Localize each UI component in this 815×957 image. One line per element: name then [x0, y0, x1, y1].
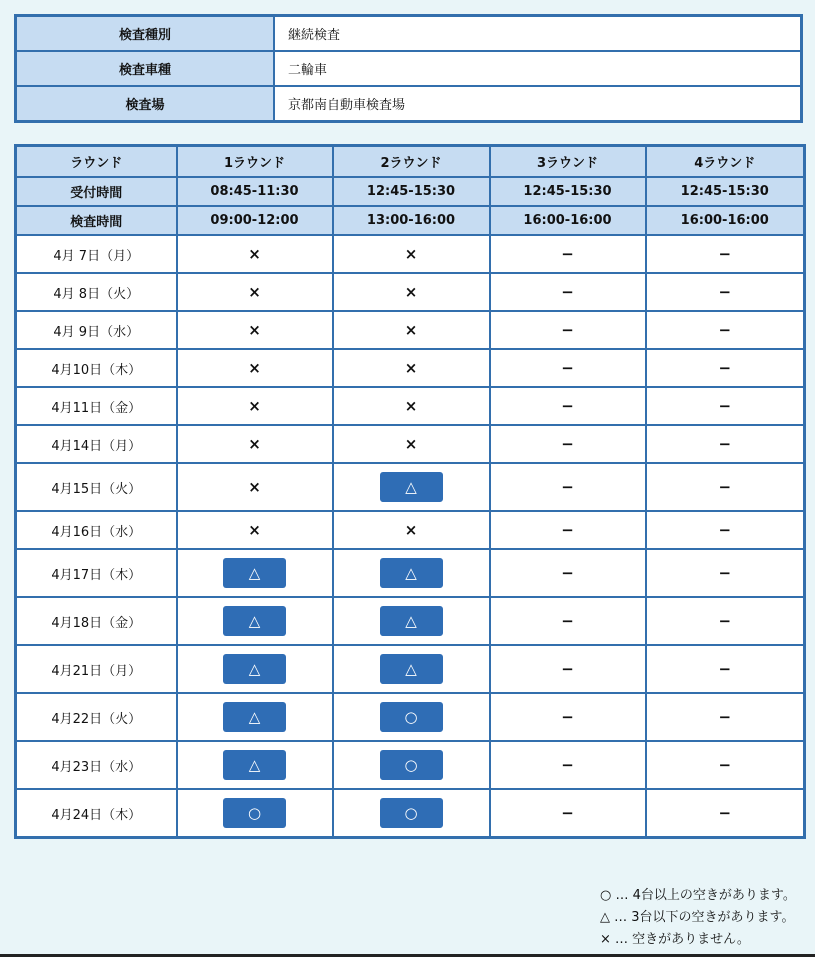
info-value: 京都南自動車検査場: [274, 86, 802, 122]
schedule-row: [16, 387, 805, 425]
slot-cell: [646, 387, 805, 425]
reception-time-cell: 12:45-15:30: [646, 177, 805, 206]
full-mark: ×: [248, 397, 261, 415]
slot-cell: [333, 273, 490, 311]
slot-cell: [333, 511, 490, 549]
schedule-row: [16, 597, 805, 645]
slot-cell: [646, 789, 805, 838]
date-cell: 4月10日（木）: [16, 349, 177, 387]
slot-cell: [177, 349, 333, 387]
legend-triangle: △ … 3台以下の空きがあります。: [600, 910, 795, 925]
no-session-mark: −: [718, 804, 732, 822]
info-value: 二輪車: [274, 51, 802, 86]
slot-cell: [490, 387, 646, 425]
available-few-button[interactable]: △: [380, 472, 443, 502]
info-label: 検査車種: [16, 51, 275, 86]
slot-cell: [490, 549, 646, 597]
date-cell: 4月 8日（火）: [16, 273, 177, 311]
no-session-mark: −: [561, 612, 574, 630]
no-session-mark: −: [561, 283, 574, 301]
full-mark: ×: [404, 521, 418, 539]
slot-cell: [177, 387, 333, 425]
round-header-cell: 4ラウンド: [646, 146, 805, 178]
schedule-row: [16, 425, 805, 463]
available-many-button[interactable]: ○: [380, 702, 443, 732]
no-session-mark: −: [718, 564, 732, 582]
full-mark: ×: [248, 435, 261, 453]
no-session-mark: −: [561, 435, 574, 453]
info-row: [16, 51, 802, 86]
schedule-row: [16, 463, 805, 511]
full-mark: ×: [248, 521, 261, 539]
slot-cell: [177, 549, 333, 597]
slot-cell: [177, 311, 333, 349]
reception-time-cell: 08:45-11:30: [177, 177, 333, 206]
date-cell: 4月14日（月）: [16, 425, 177, 463]
no-session-mark: −: [561, 245, 574, 263]
slot-cell: [646, 235, 805, 273]
schedule-row: [16, 693, 805, 741]
slot-cell: [333, 549, 490, 597]
slot-cell: [333, 387, 490, 425]
available-few-button[interactable]: △: [380, 654, 443, 684]
schedule-row: [16, 511, 805, 549]
slot-cell: [333, 741, 490, 789]
reception-row: [16, 177, 805, 206]
round-header-cell: 3ラウンド: [490, 146, 646, 178]
slot-cell: [490, 463, 646, 511]
slot-cell: [646, 273, 805, 311]
slot-cell: [490, 789, 646, 838]
date-cell: 4月 7日（月）: [16, 235, 177, 273]
full-mark: ×: [404, 359, 418, 377]
slot-cell: [177, 645, 333, 693]
available-many-button[interactable]: ○: [380, 798, 443, 828]
header-row: [16, 146, 805, 178]
slot-cell: [646, 349, 805, 387]
full-mark: ×: [248, 478, 261, 496]
slot-cell: [177, 511, 333, 549]
available-few-button[interactable]: △: [223, 750, 286, 780]
slot-cell: [333, 311, 490, 349]
full-mark: ×: [248, 245, 261, 263]
info-value: 継続検査: [274, 16, 802, 52]
schedule-row: [16, 741, 805, 789]
no-session-mark: −: [561, 397, 574, 415]
slot-cell: [646, 645, 805, 693]
slot-cell: [333, 693, 490, 741]
slot-cell: [490, 235, 646, 273]
available-few-button[interactable]: △: [223, 606, 286, 636]
slot-cell: [490, 349, 646, 387]
slot-cell: [490, 645, 646, 693]
schedule-row: [16, 645, 805, 693]
schedule-row: [16, 549, 805, 597]
slot-cell: [333, 789, 490, 838]
available-few-button[interactable]: △: [223, 558, 286, 588]
no-session-mark: −: [718, 245, 732, 263]
no-session-mark: −: [718, 708, 732, 726]
full-mark: ×: [248, 321, 261, 339]
full-mark: ×: [404, 397, 418, 415]
slot-cell: [646, 741, 805, 789]
no-session-mark: −: [561, 564, 574, 582]
slot-cell: [490, 311, 646, 349]
legend-circle: ○ … 4台以上の空きがあります。: [600, 888, 796, 903]
available-few-button[interactable]: △: [223, 654, 286, 684]
available-few-button[interactable]: △: [380, 558, 443, 588]
slot-cell: [333, 463, 490, 511]
availability-legend: [600, 885, 796, 951]
available-few-button[interactable]: △: [380, 606, 443, 636]
slot-cell: [646, 311, 805, 349]
info-label: 検査種別: [16, 16, 275, 52]
legend-cross: × … 空きがありません。: [600, 932, 750, 947]
slot-cell: [333, 645, 490, 693]
inspection-time-cell: 16:00-16:00: [490, 206, 646, 235]
full-mark: ×: [248, 359, 261, 377]
schedule-row: [16, 235, 805, 273]
slot-cell: [646, 693, 805, 741]
round-header-cell: 1ラウンド: [177, 146, 333, 178]
slot-cell: [333, 235, 490, 273]
inspection-time-cell: 09:00-12:00: [177, 206, 333, 235]
inspection-time-cell: 検査時間: [16, 206, 177, 235]
slot-cell: [490, 511, 646, 549]
info-row: [16, 16, 802, 52]
schedule-row: [16, 349, 805, 387]
slot-cell: [490, 693, 646, 741]
no-session-mark: −: [561, 804, 574, 822]
no-session-mark: −: [718, 660, 732, 678]
slot-cell: [333, 425, 490, 463]
slot-cell: [490, 741, 646, 789]
available-many-button[interactable]: ○: [223, 798, 286, 828]
no-session-mark: −: [561, 359, 574, 377]
full-mark: ×: [404, 245, 418, 263]
date-cell: 4月17日（木）: [16, 549, 177, 597]
slot-cell: [177, 235, 333, 273]
full-mark: ×: [404, 321, 418, 339]
no-session-mark: −: [561, 521, 574, 539]
no-session-mark: −: [718, 283, 732, 301]
slot-cell: [646, 425, 805, 463]
info-label: 検査場: [16, 86, 275, 122]
date-cell: 4月22日（火）: [16, 693, 177, 741]
slot-cell: [177, 693, 333, 741]
full-mark: ×: [248, 283, 261, 301]
slot-cell: [177, 741, 333, 789]
reception-time-cell: 12:45-15:30: [333, 177, 490, 206]
slot-cell: [177, 789, 333, 838]
available-many-button[interactable]: ○: [380, 750, 443, 780]
schedule-row: [16, 273, 805, 311]
no-session-mark: −: [561, 660, 574, 678]
schedule-table: [14, 144, 806, 839]
full-mark: ×: [404, 283, 418, 301]
no-session-mark: −: [561, 478, 574, 496]
slot-cell: [646, 511, 805, 549]
slot-cell: [646, 463, 805, 511]
slot-cell: [490, 425, 646, 463]
date-cell: 4月21日（月）: [16, 645, 177, 693]
reception-time-cell: 12:45-15:30: [490, 177, 646, 206]
slot-cell: [177, 597, 333, 645]
date-cell: 4月24日（木）: [16, 789, 177, 838]
date-cell: 4月16日（水）: [16, 511, 177, 549]
slot-cell: [177, 425, 333, 463]
date-cell: 4月 9日（水）: [16, 311, 177, 349]
inspection-info-table: [14, 14, 803, 123]
no-session-mark: −: [561, 321, 574, 339]
slot-cell: [177, 273, 333, 311]
available-few-button[interactable]: △: [223, 702, 286, 732]
slot-cell: [646, 597, 805, 645]
inspection-time-cell: 13:00-16:00: [333, 206, 490, 235]
date-cell: 4月15日（火）: [16, 463, 177, 511]
slot-cell: [490, 597, 646, 645]
slot-cell: [646, 549, 805, 597]
no-session-mark: −: [718, 359, 732, 377]
no-session-mark: −: [718, 612, 732, 630]
no-session-mark: −: [561, 756, 574, 774]
round-header-cell: 2ラウンド: [333, 146, 490, 178]
no-session-mark: −: [718, 521, 732, 539]
reception-time-cell: 受付時間: [16, 177, 177, 206]
no-session-mark: −: [718, 321, 732, 339]
inspection-time-cell: 16:00-16:00: [646, 206, 805, 235]
round-header-cell: ラウンド: [16, 146, 177, 178]
inspection-row: [16, 206, 805, 235]
slot-cell: [333, 349, 490, 387]
schedule-row: [16, 789, 805, 838]
date-cell: 4月18日（金）: [16, 597, 177, 645]
no-session-mark: −: [561, 708, 574, 726]
schedule-row: [16, 311, 805, 349]
slot-cell: [490, 273, 646, 311]
date-cell: 4月11日（金）: [16, 387, 177, 425]
no-session-mark: −: [718, 397, 732, 415]
slot-cell: [177, 463, 333, 511]
full-mark: ×: [404, 435, 418, 453]
date-cell: 4月23日（水）: [16, 741, 177, 789]
no-session-mark: −: [718, 478, 732, 496]
info-row: [16, 86, 802, 122]
slot-cell: [333, 597, 490, 645]
no-session-mark: −: [718, 756, 732, 774]
no-session-mark: −: [718, 435, 732, 453]
